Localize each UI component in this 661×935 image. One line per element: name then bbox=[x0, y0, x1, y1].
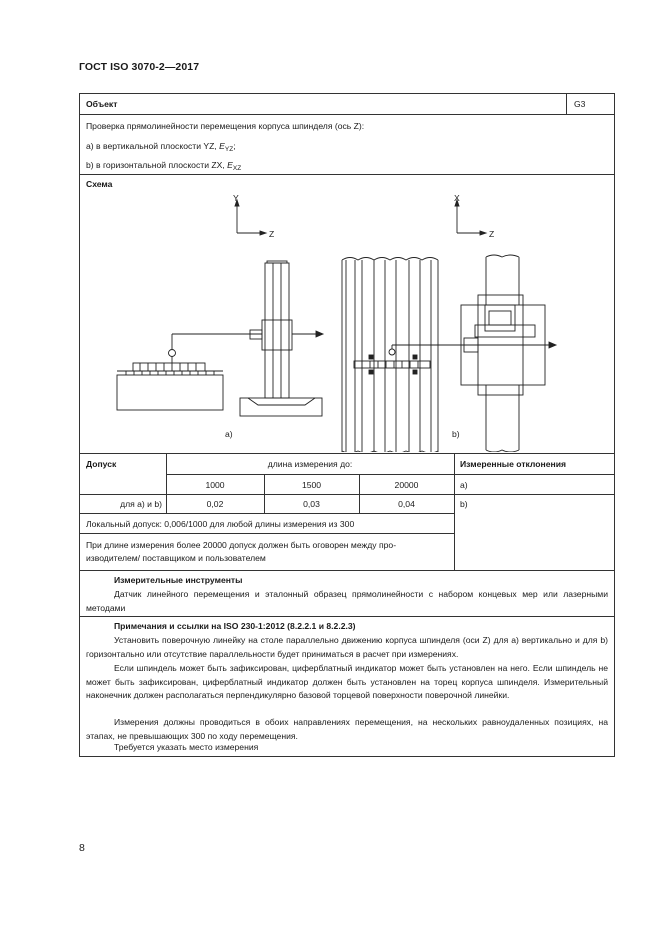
specification-table bbox=[79, 93, 615, 757]
axis-z2-label: Z bbox=[489, 229, 495, 239]
item-a-suffix: ; bbox=[233, 141, 236, 151]
object-item-b bbox=[86, 159, 241, 171]
axis-y-label: Y bbox=[233, 193, 239, 203]
diagram-a-label: а) bbox=[225, 429, 233, 439]
deviation-a: а) bbox=[460, 480, 468, 490]
divider bbox=[80, 513, 455, 514]
notes-paragraph-3: Измерения должны проводиться в обоих направлениях перемещения, на нескольких равноудаленных позициях, на этапах, не превышающих 300 по ходу перемещения. bbox=[86, 717, 608, 741]
notes-paragraph-4: Требуется указать место измерения bbox=[114, 742, 259, 752]
length-1500: 1500 bbox=[301, 480, 322, 490]
code-divider bbox=[566, 94, 567, 114]
item-a-text: а) в вертикальной плоскости YZ, bbox=[86, 141, 217, 151]
item-b-text: b) в горизонтальной плоскости ZX, bbox=[86, 160, 225, 170]
divider bbox=[80, 570, 614, 571]
axis-z-label: Z bbox=[269, 229, 275, 239]
object-description: Проверка прямолинейности перемещения корпуса шпинделя (ось Z): bbox=[86, 121, 365, 131]
divider bbox=[80, 616, 614, 617]
divider bbox=[80, 453, 614, 454]
page-number: 8 bbox=[79, 842, 85, 854]
instruments-text: Датчик линейного перемещения и эталонный образец прямолинейности с набором концевых мер или лазерными методами bbox=[86, 589, 608, 613]
notes-paragraph-2: Если шпиндель может быть зафиксирован, циферблатный индикатор может быть установлен на него. Если шпиндель не может быть зафиксирован, циферблатный индикатор должен быть установлен на торец корпуса шпинделя. Измерительный наконечник должен располагаться перпендикулярно базовой торцевой поверхности поверочной линейки. bbox=[86, 663, 608, 700]
tolerance-note-line2: изводителем/ поставщиком и пользователем bbox=[86, 553, 266, 563]
item-a-subscript: YZ bbox=[224, 146, 234, 153]
value-1500: 0,03 bbox=[303, 499, 320, 509]
length-1000: 1000 bbox=[205, 480, 225, 490]
item-b-subscript: XZ bbox=[232, 165, 242, 172]
divider bbox=[80, 533, 455, 534]
length-20000: 20000 bbox=[394, 480, 419, 490]
value-20000: 0,04 bbox=[398, 499, 415, 509]
local-tolerance: Локальный допуск: 0,006/1000 для любой длины измерения из 300 bbox=[86, 519, 355, 529]
scheme-heading: Схема bbox=[86, 179, 113, 189]
instruments-heading: Измерительные инструменты bbox=[114, 575, 243, 585]
diagram-b-label: b) bbox=[452, 429, 460, 439]
scheme-diagram bbox=[80, 175, 614, 452]
item-b-symbol: E bbox=[227, 160, 233, 170]
value-1000: 0,02 bbox=[206, 499, 224, 509]
notes-paragraph-1: Установить поверочную линейку на столе параллельно движению корпуса шпинделя (оси Z) для а) вертикально и для b) горизонтально или отсутствие параллельности будет приниматься в расчет при измерениях. bbox=[86, 635, 608, 659]
object-item-a bbox=[86, 140, 236, 152]
notes-heading: Примечания и ссылки на ISO 230-1:2012 (8.2.2.1 и 8.2.2.3) bbox=[114, 621, 356, 631]
divider bbox=[80, 114, 614, 115]
divider bbox=[454, 453, 455, 570]
tolerance-heading: Допуск bbox=[86, 459, 117, 469]
deviations-heading: Измеренные отклонения bbox=[460, 459, 566, 469]
length-label: длина измерения до: bbox=[267, 459, 353, 469]
deviation-b: b) bbox=[460, 499, 468, 509]
object-heading: Объект bbox=[86, 99, 118, 109]
page-header: ГОСТ ISO 3070-2—2017 bbox=[79, 61, 200, 73]
axis-x-label: X bbox=[454, 193, 460, 203]
divider bbox=[166, 474, 615, 475]
divider bbox=[80, 494, 614, 495]
row-label: для а) и b) bbox=[120, 499, 162, 509]
tolerance-note-line1: При длине измерения более 20000 допуск должен быть оговорен между про- bbox=[86, 540, 397, 550]
item-a-symbol: E bbox=[219, 141, 225, 151]
object-code: G3 bbox=[574, 99, 586, 109]
